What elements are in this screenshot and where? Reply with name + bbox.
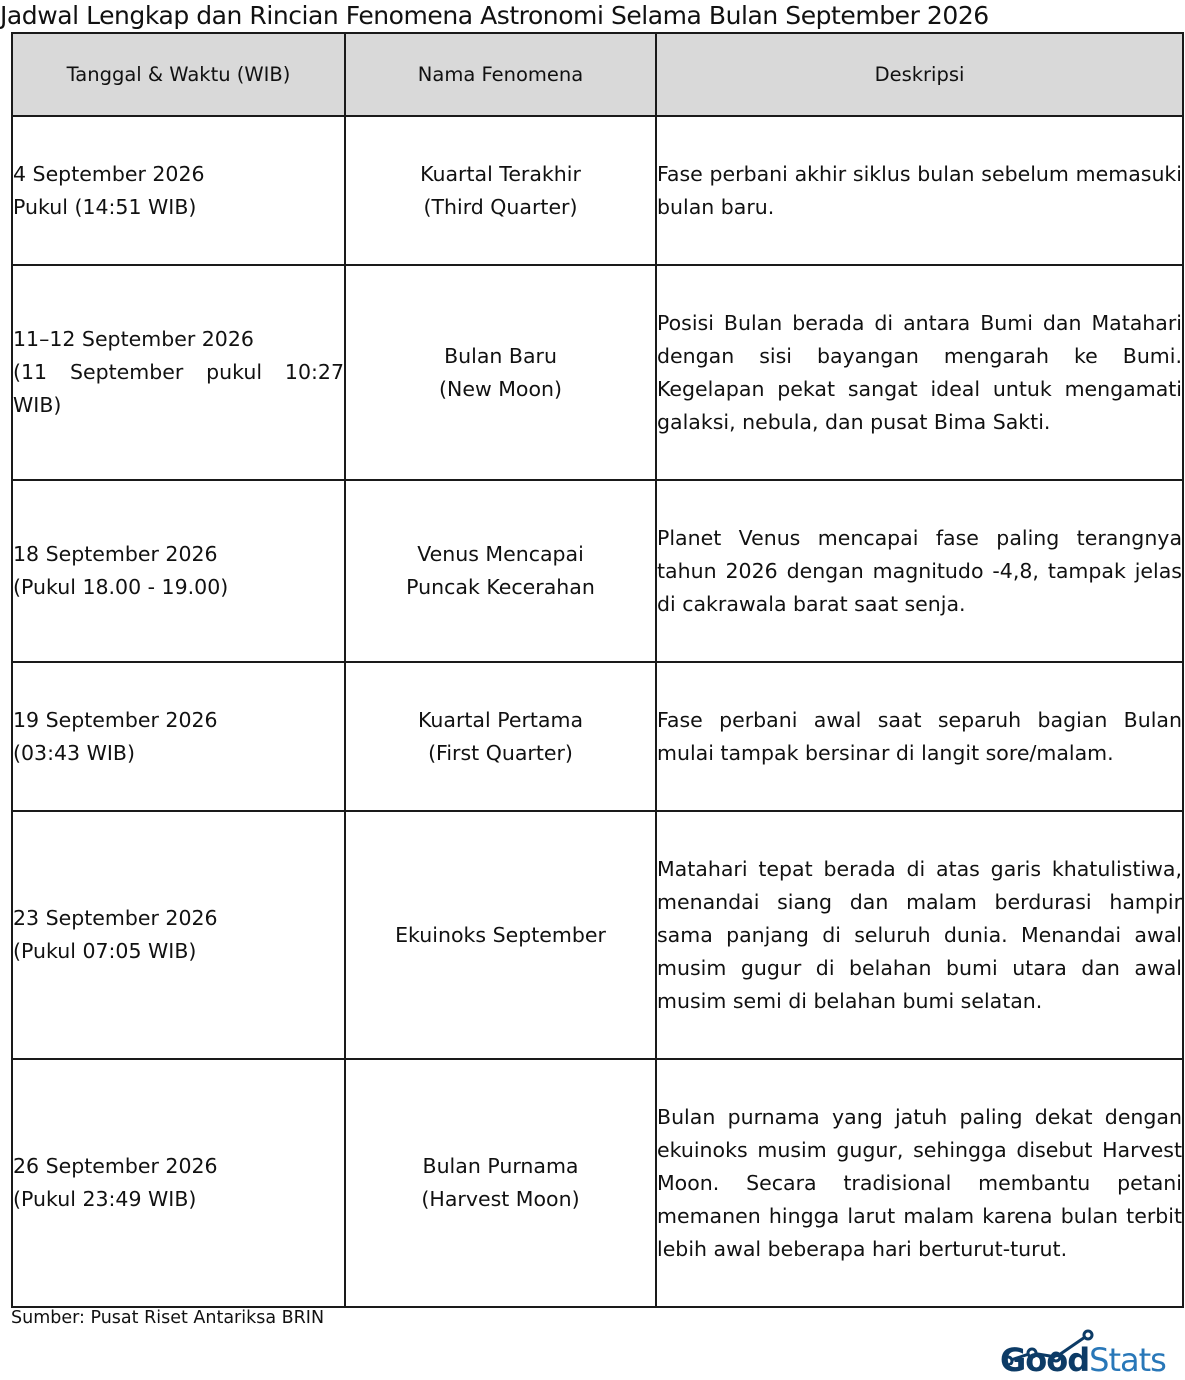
time-line: Pukul (14:51 WIB) xyxy=(13,194,197,219)
cell-description: Planet Venus mencapai fase paling terangnya tahun 2026 dengan magnitudo -4,8, tampak jelas di cakrawala barat saat senja. xyxy=(656,480,1183,662)
header-phenomenon: Nama Fenomena xyxy=(345,33,656,116)
table-row xyxy=(12,1059,1183,1307)
phenomenon-name: Bulan Baru xyxy=(444,343,557,368)
header-date: Tanggal & Waktu (WIB) xyxy=(12,33,345,116)
table-row xyxy=(12,480,1183,662)
time-line: (11 September pukul 10:27 WIB) xyxy=(13,360,344,417)
header-description: Deskripsi xyxy=(656,33,1183,116)
phenomenon-name: Ekuinoks September xyxy=(395,922,606,947)
cell-date xyxy=(12,1059,345,1307)
phenomenon-name: Kuartal Terakhir xyxy=(420,161,581,186)
date-line: 26 September 2026 xyxy=(13,1154,218,1178)
cell-description: Fase perbani awal saat separuh bagian Bulan mulai tampak bersinar di langit sore/malam. xyxy=(656,662,1183,811)
page-title: Jadwal Lengkap dan Rincian Fenomena Astronomi Selama Bulan September 2026 xyxy=(0,1,989,30)
logo-stats: Stats xyxy=(1089,1341,1166,1379)
time-line: (03:43 WIB) xyxy=(13,740,135,765)
time-line: (Pukul 23:49 WIB) xyxy=(13,1187,197,1211)
goodstats-logo xyxy=(1000,1337,1180,1379)
cell-date xyxy=(12,116,345,265)
table-row xyxy=(12,662,1183,811)
date-line: 18 September 2026 xyxy=(13,542,218,566)
date-line: 19 September 2026 xyxy=(13,707,218,732)
phenomenon-alias: (Third Quarter) xyxy=(423,194,578,219)
cell-description: Fase perbani akhir siklus bulan sebelum memasuki bulan baru. xyxy=(656,116,1183,265)
time-line: (Pukul 07:05 WIB) xyxy=(13,939,197,963)
source-note: Sumber: Pusat Riset Antariksa BRIN xyxy=(11,1308,325,1328)
table-header-row xyxy=(12,33,1183,116)
table-row xyxy=(12,116,1183,265)
phenomenon-alias: (First Quarter) xyxy=(428,740,573,765)
cell-date xyxy=(12,265,345,480)
date-line: 23 September 2026 xyxy=(13,906,218,930)
logo-good: Good xyxy=(1000,1341,1090,1379)
cell-phenomenon xyxy=(345,116,656,265)
cell-phenomenon xyxy=(345,265,656,480)
table-row xyxy=(12,265,1183,480)
table-row xyxy=(12,811,1183,1059)
cell-date xyxy=(12,480,345,662)
cell-date xyxy=(12,662,345,811)
phenomenon-name: Bulan Purnama xyxy=(422,1154,579,1178)
cell-phenomenon xyxy=(345,811,656,1059)
phenomenon-alias: (New Moon) xyxy=(439,376,562,401)
phenomenon-name: Kuartal Pertama xyxy=(417,707,584,732)
date-line: 4 September 2026 xyxy=(13,161,205,186)
phenomenon-name: Venus Mencapai xyxy=(417,542,584,566)
cell-description: Matahari tepat berada di atas garis khatulistiwa, menandai siang dan malam berdurasi hampir sama panjang di seluruh dunia. Menandai awal musim gugur di belahan bumi utara dan awal musim semi di belahan bumi selatan. xyxy=(656,811,1183,1059)
cell-description: Bulan purnama yang jatuh paling dekat dengan ekuinoks musim gugur, sehingga disebut Harvest Moon. Secara tradisional membantu petani memanen hingga larut malam karena bulan terbit lebih awal beberapa hari berturut-turut. xyxy=(656,1059,1183,1307)
time-line: (Pukul 18.00 - 19.00) xyxy=(13,575,229,599)
cell-description: Posisi Bulan berada di antara Bumi dan Matahari dengan sisi bayangan mengarah ke Bumi. Kegelapan pekat sangat ideal untuk mengamati galaksi, nebula, dan pusat Bima Sakti. xyxy=(656,265,1183,480)
cell-date xyxy=(12,811,345,1059)
phenomenon-alias: (Harvest Moon) xyxy=(421,1187,580,1211)
cell-phenomenon xyxy=(345,480,656,662)
logo-wordmark xyxy=(1000,1341,1166,1379)
cell-phenomenon xyxy=(345,1059,656,1307)
schedule-table xyxy=(11,32,1184,1308)
cell-phenomenon xyxy=(345,662,656,811)
date-line: 11–12 September 2026 xyxy=(13,327,254,351)
phenomenon-alias: Puncak Kecerahan xyxy=(406,575,595,599)
